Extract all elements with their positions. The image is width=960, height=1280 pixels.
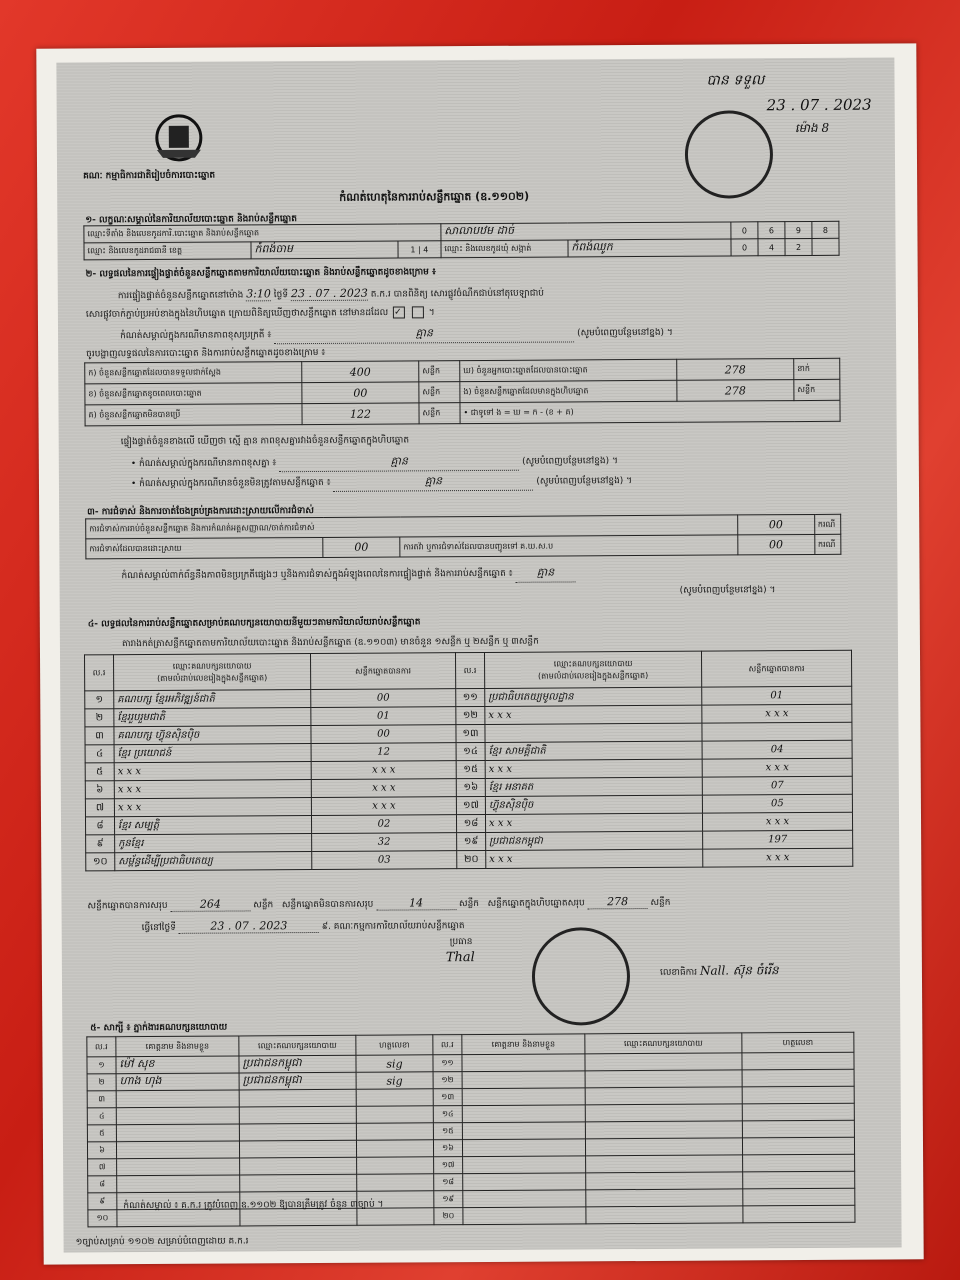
witness-name-left (116, 1124, 239, 1142)
party-name-right: ហ៊្វុនស៊ិនប៉ិច (485, 795, 702, 814)
irregular-remark-value: គ្មាន (274, 325, 574, 344)
location-label: ឈ្មោះទីតាំង និងលេខកូដការិ.បោះឆ្នោត និងរាប់សន្លឹកឆ្នោត (84, 224, 441, 243)
witness-no-left: ៨ (88, 1176, 117, 1193)
total-invalid: 14 (376, 896, 456, 910)
witness-party-right (585, 1070, 742, 1088)
witness-party-left (239, 1140, 356, 1158)
witness-sign-left (356, 1106, 433, 1123)
witness-name-right (462, 1122, 585, 1140)
party-name-right: x x x (485, 705, 702, 724)
w-col-party-right: ឈ្មោះគណបក្សនយោបាយ (585, 1033, 742, 1054)
witness-no-right: ១២ (433, 1072, 462, 1089)
section5-title: ៥- សាក្សី ៖ ភ្នាក់ងារគណបក្សនយោបាយ (90, 1022, 228, 1034)
party-no-right: ១៥ (456, 760, 485, 778)
count-b-label: ខ) ចំនួនសន្លឹកឆ្នោតខូចពេលបោះឆ្នោត (85, 383, 302, 405)
party-no-left: ២ (85, 709, 114, 727)
objection-row2b-value: 00 (737, 534, 814, 554)
witness-no-right: ២០ (434, 1208, 463, 1225)
section3-title: ៣- ការជំទាស់ និងការចាត់ចែងគ្រប់គ្រងការដោះស្រាយលើការជំទាស់ (87, 506, 314, 518)
party-votes-right: x x x (702, 812, 852, 831)
party-no-right: ១៣ (456, 724, 485, 742)
witness-no-right: ១១ (433, 1055, 462, 1072)
paper-sheet (36, 43, 923, 1264)
unchanged-checkbox[interactable]: ✓ (393, 306, 405, 318)
witness-no-right: ១៨ (434, 1174, 463, 1191)
objection-remark-value: គ្មាន (515, 565, 575, 582)
commune-code-2: 2 (785, 238, 812, 255)
witness-sign-right (742, 1069, 854, 1087)
w-col-no-left: ល.រ (87, 1037, 116, 1057)
witness-name-right (462, 1054, 585, 1072)
committee-name: គណៈ កម្មាធិការជាតិរៀបចំការបោះឆ្នោត (83, 170, 216, 182)
verify-time: 3:10 (246, 287, 271, 301)
party-no-left: ៩ (86, 835, 115, 853)
count-e-unit: សន្លឹក (794, 379, 840, 400)
party-name-right: ប្រជាជនកម្ពុជា (486, 831, 703, 850)
verify-line2: សោរផ្លូវចាក់ភ្ជាប់ប្រអប់ខាងក្នុងនៃហិបឆ្នោត ក្រោយពិនិត្យឃើញថាសន្លឹកឆ្នោត នៅមានដដែល ✓ ។ (85, 307, 435, 320)
witness-sign-right (742, 1137, 854, 1155)
changed-checkbox[interactable] (412, 306, 424, 318)
witness-name-right (462, 1105, 585, 1123)
party-votes-right: 07 (702, 776, 852, 795)
witness-sign-left (356, 1123, 433, 1140)
objection-table (85, 514, 841, 560)
witness-party-right (585, 1138, 742, 1156)
witness-name-left (116, 1141, 239, 1159)
count-d-label: ឃ) ចំនួនអ្នកបោះឆ្នោតដែលបានបោះឆ្នោត (460, 359, 677, 381)
count-a-label: ក) ចំនួនសន្លឹកឆ្នោតដែលបានទទួលជាក់ស្តែង (85, 362, 302, 384)
official-stamp-bottom (532, 927, 631, 1026)
party-name-left: កូនខ្មែរ (115, 834, 312, 853)
section2-title: ២- លទ្ធផលនៃការផ្ទៀងផ្ទាត់ចំនួនសន្លឹកឆ្នោតតាមការិយាល័យបោះឆ្នោត និងរាប់សន្លឹកឆ្នោតដូចខាងក្រោម ៖ (85, 267, 436, 280)
witness-sign-right (742, 1052, 854, 1070)
party-votes-left: 00 (311, 725, 456, 744)
w-col-name-left: គោត្តនាម និងនាមខ្លួន (116, 1036, 239, 1057)
witness-sign-right (742, 1103, 854, 1121)
witness-party-right (585, 1053, 742, 1071)
witness-sign-right (742, 1120, 854, 1138)
counts-intro: ចូរបង្ហាញលទ្ធផលនៃការបោះឆ្នោត និងការរាប់សន្លឹកឆ្នោតដូចខាងក្រោម ៖ (86, 347, 326, 360)
witness-no-right: ១៤ (433, 1106, 462, 1123)
section1-table: ឈ្មោះទីតាំង និងលេខកូដការិ.បោះឆ្នោត និងរាប់សន្លឹកឆ្នោត សាលាបឋម ដាច់ 0 6 9 8 ឈ្មោះ និងលេខកូដរាជធានី ខេត្ត កំពង់ចាម 1 | 4 ឈ្មោះ និងលេខកូដឃុំ សង្កាត់ កំពង់ឈូក 0 4 2 (83, 221, 839, 261)
form-title: កំណត់ហេតុនៃការរាប់សន្លឹកឆ្នោត (ឧ.១១០២) (339, 189, 530, 204)
col-votes-left: សន្លឹកឆ្នោតបានការ (310, 653, 455, 690)
col-no-right: ល.រ (455, 652, 484, 688)
party-name-left: x x x (114, 780, 311, 799)
witness-sign-right (742, 1086, 854, 1104)
party-name-right: ប្រជាធិបតេយ្យមូលដ្ឋាន (485, 687, 702, 706)
commune-code-0: 0 (731, 239, 758, 256)
col-no-left: ល.រ (84, 655, 113, 691)
witness-no-right: ១៥ (433, 1123, 462, 1140)
witness-no-right: ១៦ (433, 1140, 462, 1157)
bottom-note: ១ច្បាប់សម្រាប់ ១១០២ សម្រាប់បំពេញដោយ គ.ក.រ (75, 1236, 249, 1248)
objection-note: (សូមបំពេញបន្ថែមនៅខ្នង) ។ (679, 585, 776, 596)
province-value: កំពង់ចាម (251, 241, 398, 259)
objection-row1-label: ការជំទាស់ការរាប់ចំនួនសន្លឹកឆ្នោត និងការកំណត់អត្តសញ្ញាណ/ចាត់ការជំទាស់ (86, 515, 738, 539)
witness-name-left (116, 1107, 239, 1125)
secretary-line: លេខាធិការ Nall. ស៊ុន ចំរើន (659, 963, 779, 978)
party-name-left: x x x (114, 762, 311, 781)
count-d-value: 278 (677, 359, 794, 381)
party-votes-left: x x x (311, 797, 456, 816)
party-name-right (485, 723, 702, 742)
party-votes-right: 197 (703, 830, 853, 849)
party-row (86, 848, 853, 871)
party-votes-left: 12 (311, 743, 456, 762)
count-c-label: គ) ចំនួនសន្លឹកឆ្នោតមិនបានប្រើ (85, 404, 302, 426)
witness-name-right (463, 1207, 586, 1225)
party-no-right: ១១ (456, 688, 485, 706)
count-b-value: 00 (302, 382, 419, 404)
objection-row2-unit: ករណី (814, 534, 840, 554)
verify-line1: ការផ្ទៀងផ្ទាត់ចំនួនសន្លឹកឆ្នោតនៅម៉ោង 3:10 ថ្ងៃទី 23 . 07 . 2023 ត.ក.រ បានពិនិត្យ សោរផ្លូវចំណឹកជាប់នៅតុបេឡាជាប់ (117, 286, 545, 302)
party-name-left: ខ្មែរ សម្បត្តិ (114, 816, 311, 835)
location-code-0: 0 (731, 222, 758, 239)
party-votes-right: x x x (702, 704, 852, 723)
witness-party-left (239, 1123, 356, 1141)
witness-name-right (462, 1071, 585, 1089)
col-party-right: ឈ្មោះគណបក្សនយោបាយ (តាមលំដាប់លេខរៀងក្នុងសន្លឹកឆ្នោត) (484, 651, 701, 688)
section4-title: ៤- លទ្ធផលនៃការរាប់សន្លឹកឆ្នោតសម្រាប់គណបក្សនយោបាយនីមួយៗតាមការិយាល័យរាប់សន្លឹកឆ្នោត (87, 617, 421, 630)
witness-table (86, 1032, 855, 1228)
w-col-party-left: ឈ្មោះគណបក្សនយោបាយ (239, 1035, 356, 1056)
count-b-unit: សន្លឹក (419, 382, 460, 403)
witness-sign-right (743, 1205, 855, 1223)
total-box: 278 (588, 895, 648, 909)
witness-name-left (117, 1158, 240, 1176)
commune-code-1: 4 (758, 239, 785, 256)
witness-name-right (463, 1173, 586, 1191)
party-votes-left: 01 (311, 707, 456, 726)
party-no-left: ៥ (85, 763, 114, 781)
witness-party-left (239, 1089, 356, 1107)
objection-row1-unit: ករណី (814, 514, 840, 534)
party-name-right: x x x (486, 849, 703, 868)
province-code-0: 1 (410, 244, 416, 254)
location-code-3: 8 (812, 221, 839, 238)
province-label: ឈ្មោះ និងលេខកូដរាជធានី ខេត្ត (84, 242, 251, 260)
witness-party-right (586, 1189, 743, 1207)
location-code-1: 6 (758, 222, 785, 239)
count-c-value: 122 (302, 403, 419, 425)
party-name-right: ខ្មែរ អនាគត (485, 777, 702, 796)
witness-sign-left (356, 1089, 433, 1106)
party-name-left: x x x (114, 798, 311, 817)
secretary-signature: Nall. ស៊ុន ចំរើន (699, 963, 779, 978)
party-name-left: គណបក្ស ហ៊្វុនស៊ិនប៉ិច (114, 726, 311, 745)
president-signature: Thal (445, 950, 475, 966)
party-no-right: ២០ (457, 850, 486, 868)
party-no-right: ១៧ (456, 796, 485, 814)
witness-no-left: ១ (87, 1057, 116, 1074)
done-date: 23 . 07 . 2023 (179, 919, 319, 934)
received-label: បាន ទទួល (706, 72, 765, 89)
party-votes-left: 02 (311, 815, 456, 834)
party-no-left: ១ (85, 691, 114, 709)
col-votes-right: សន្លឹកឆ្នោតបានការ (701, 650, 851, 687)
party-no-right: ១៨ (456, 814, 485, 832)
witness-name-left (117, 1175, 240, 1193)
witness-no-left: ៧ (88, 1159, 117, 1176)
location-value: សាលាបឋម ដាច់ (441, 222, 731, 241)
party-no-right: ១២ (456, 706, 485, 724)
location-code-2: 9 (785, 221, 812, 238)
irregular-remark: កំណត់សម្គាល់ក្នុងករណីមានភាពខុសប្រក្រតី ៖ គ្មាន (សូមបំពេញបន្ថែមនៅខ្នង) ។ (120, 325, 673, 345)
official-stamp-top (685, 110, 774, 199)
witness-no-left: ៦ (87, 1142, 116, 1159)
diff1-remark: • កំណត់សម្គាល់ក្នុងករណីមានភាពខុសគ្នា ៖ គ្មាន (សូមបំពេញបន្ថែមនៅខ្នង) ។ (131, 453, 618, 473)
witness-party-right (586, 1155, 743, 1173)
form-scan (56, 57, 901, 1252)
party-votes-left: 32 (312, 833, 457, 852)
party-no-left: ១០ (86, 853, 115, 871)
party-name-right: x x x (485, 759, 702, 778)
witness-no-left: ៣ (87, 1091, 116, 1108)
witness-sign-left (357, 1174, 434, 1191)
count-a-unit: សន្លឹក (419, 361, 460, 382)
w-col-no-right: ល.រ (433, 1035, 462, 1055)
witness-no-right: ១៣ (433, 1089, 462, 1106)
party-no-left: ៦ (85, 781, 114, 799)
objection-remark: កំណត់សម្គាល់ពាក់ព័ន្ធនឹងភាពមិនប្រក្រតីផ្សេងៗ ឬនិងការជំទាស់ក្នុងអំឡុងពេលនៃការផ្ទៀងផ្ទាត់ និងការរាប់សន្លឹកឆ្នោត ៖ គ្មាន (121, 565, 575, 585)
objection-row1-value: 00 (737, 514, 814, 534)
party-votes-left: x x x (311, 761, 456, 780)
president-label: ប្រធាន (449, 937, 473, 948)
witness-sign-left (356, 1140, 433, 1157)
witness-name-left: ហាង ហុង (116, 1073, 239, 1091)
party-name-right: x x x (485, 813, 702, 832)
party-no-right: ១៩ (457, 832, 486, 850)
witness-sign-right (743, 1171, 855, 1189)
count-e-value: 278 (677, 380, 794, 402)
party-name-left: ខ្មែរ ប្រយោជន៍ (114, 744, 311, 763)
party-no-left: ៨ (85, 817, 114, 835)
witness-name-right (463, 1156, 586, 1174)
party-votes-right: x x x (703, 848, 853, 867)
objection-row2-label: ការជំទាស់ដែលបានដោះស្រាយ (86, 537, 323, 558)
party-votes-right: 01 (702, 686, 852, 705)
witness-party-left (240, 1174, 357, 1192)
footer-note: កំណត់សម្គាល់ ៖ គ.ក.រ ត្រូវបំពេញ ឧ.១១០២ ឱ្យបានត្រឹមត្រូវ ចំនួន ៣ច្បាប់ ។ (123, 1199, 384, 1212)
party-votes-right (702, 722, 852, 741)
objection-row2-value: 00 (323, 537, 400, 557)
party-no-right: ១៤ (456, 742, 485, 760)
witness-party-left (240, 1157, 357, 1175)
witness-sign-left (357, 1157, 434, 1174)
received-date: 23 . 07 . 2023 (766, 95, 872, 115)
witness-party-left: ប្រជាជនកម្ពុជា (239, 1072, 356, 1090)
party-results-table (84, 650, 853, 872)
witness-party-right (586, 1206, 743, 1224)
party-no-left: ៣ (85, 727, 114, 745)
totals-line: សន្លឹកឆ្នោតបានការសរុប 264 សន្លឹក សន្លឹកឆ្នោតមិនបានការសរុប 14 សន្លឹក សន្លឹកឆ្នោតក្នុងហិបឆ្នោតសរុប 278 សន្លឹក (87, 895, 671, 912)
party-votes-right: 04 (702, 740, 852, 759)
count-d-unit: នាក់ (794, 358, 840, 379)
objection-row2b-label: ការតវ៉ា ឬការជំទាស់ដែលបានបញ្ជូនទៅ គ.ឃ.ស.ប (400, 535, 738, 557)
witness-name-right (462, 1139, 585, 1157)
received-hour: ម៉ោង 8 (794, 120, 830, 136)
witness-name-left: ម៉ៅ សុខ (116, 1056, 239, 1074)
diff2-remark: • កំណត់សម្គាល់ក្នុងករណីមានចំនួនមិនត្រូវតាមសន្លឹកឆ្នោត ៖ គ្មាន (សូមបំពេញបន្ថែមនៅខ្នង) ។ (131, 473, 632, 493)
witness-no-left: ២ (87, 1074, 116, 1091)
party-no-left: ៧ (85, 799, 114, 817)
section4-intro: តារាងកត់ត្រាសន្លឹកឆ្នោតតាមការិយាល័យបោះឆ្នោត និងរាប់សន្លឹកឆ្នោត (ឧ.១១០៣) មានចំនួន ១សន្លឹក ឬ ២សន្លឹក ឬ ៣សន្លឹក (121, 636, 539, 650)
witness-party-right (585, 1121, 742, 1139)
party-name-right: ខ្មែរ សាមគ្គីជាតិ (485, 741, 702, 760)
party-votes-left: x x x (311, 779, 456, 798)
witness-party-right (585, 1104, 742, 1122)
witness-no-right: ១៩ (434, 1191, 463, 1208)
party-no-left: ៤ (85, 745, 114, 763)
witness-party-left: ប្រជាជនកម្ពុជា (239, 1055, 356, 1073)
party-votes-left: 00 (311, 689, 456, 708)
counts-table (84, 358, 840, 427)
witness-no-left: ៩ (88, 1193, 117, 1210)
w-col-sign-right: ហត្ថលេខា (742, 1032, 854, 1053)
witness-sign-left: sig (356, 1072, 433, 1089)
done-line: ធ្វើនៅថ្ងៃទី 23 . 07 . 2023 ៩. គណៈកម្មការការិយាល័យរាប់សន្លឹកឆ្នោត (141, 919, 465, 934)
witness-no-right: ១៧ (434, 1157, 463, 1174)
province-code-1: 4 (423, 244, 429, 254)
witness-name-right (463, 1190, 586, 1208)
witness-sign-right (743, 1188, 855, 1206)
witness-party-right (586, 1172, 743, 1190)
diff1-value: គ្មាន (279, 454, 519, 472)
witness-no-left: ៤ (87, 1108, 116, 1125)
party-name-left: សម្ព័ន្ធដើម្បីប្រជាធិបតេយ្យ (115, 852, 312, 871)
commune-label: ឈ្មោះ និងលេខកូដឃុំ សង្កាត់ (441, 240, 568, 258)
witness-party-left (239, 1106, 356, 1124)
count-c-unit: សន្លឹក (419, 403, 460, 424)
commune-value: កំពង់ឈូក (568, 239, 731, 257)
party-name-left: គណបក្ស ខ្មែរអភិវឌ្ឍន៍ជាតិ (114, 690, 311, 709)
witness-sign-left: sig (356, 1055, 433, 1072)
party-votes-right: 05 (702, 794, 852, 813)
witness-name-left (116, 1090, 239, 1108)
party-no-right: ១៦ (456, 778, 485, 796)
col-party-left: ឈ្មោះគណបក្សនយោបាយ (តាមលំដាប់លេខរៀងក្នុងសន្លឹកឆ្នោត) (113, 654, 310, 691)
total-valid: 264 (170, 897, 250, 911)
verify-date: 23 . 07 . 2023 (290, 286, 368, 301)
equal-line: ផ្ទៀងផ្ទាត់ចំនួនខាងលើ ឃើញថា ស្មើ គ្មាន ភាពខុសគ្នារវាងចំនួនសន្លឹកឆ្នោតក្នុងហិបឆ្នោត (120, 435, 410, 448)
w-col-name-right: គោត្តនាម និងនាមខ្លួន (462, 1034, 585, 1055)
nec-emblem-icon (149, 110, 209, 168)
party-name-left: ខ្មែររួបរួមជាតិ (114, 708, 311, 727)
w-col-sign-left: ហត្ថលេខា (356, 1035, 433, 1055)
count-formula: • ជាទូទៅ ង = ឃ = ក - (ខ + គ) (460, 400, 840, 423)
witness-party-right (585, 1087, 742, 1105)
party-votes-left: 03 (312, 851, 457, 870)
witness-no-left: ១០ (88, 1210, 117, 1227)
count-a-value: 400 (302, 361, 419, 383)
party-votes-right: x x x (702, 758, 852, 777)
witness-sign-right (743, 1154, 855, 1172)
witness-no-left: ៥ (87, 1125, 116, 1142)
witness-name-right (462, 1088, 585, 1106)
section1-title: ១- លក្ខណៈសម្គាល់នៃការិយាល័យបោះឆ្នោត និងរាប់សន្លឹកឆ្នោត (85, 214, 297, 226)
diff2-value: គ្មាន (333, 474, 533, 492)
count-e-label: ង) ចំនួនសន្លឹកឆ្នោតដែលមានក្នុងហិបឆ្នោត (460, 380, 677, 402)
